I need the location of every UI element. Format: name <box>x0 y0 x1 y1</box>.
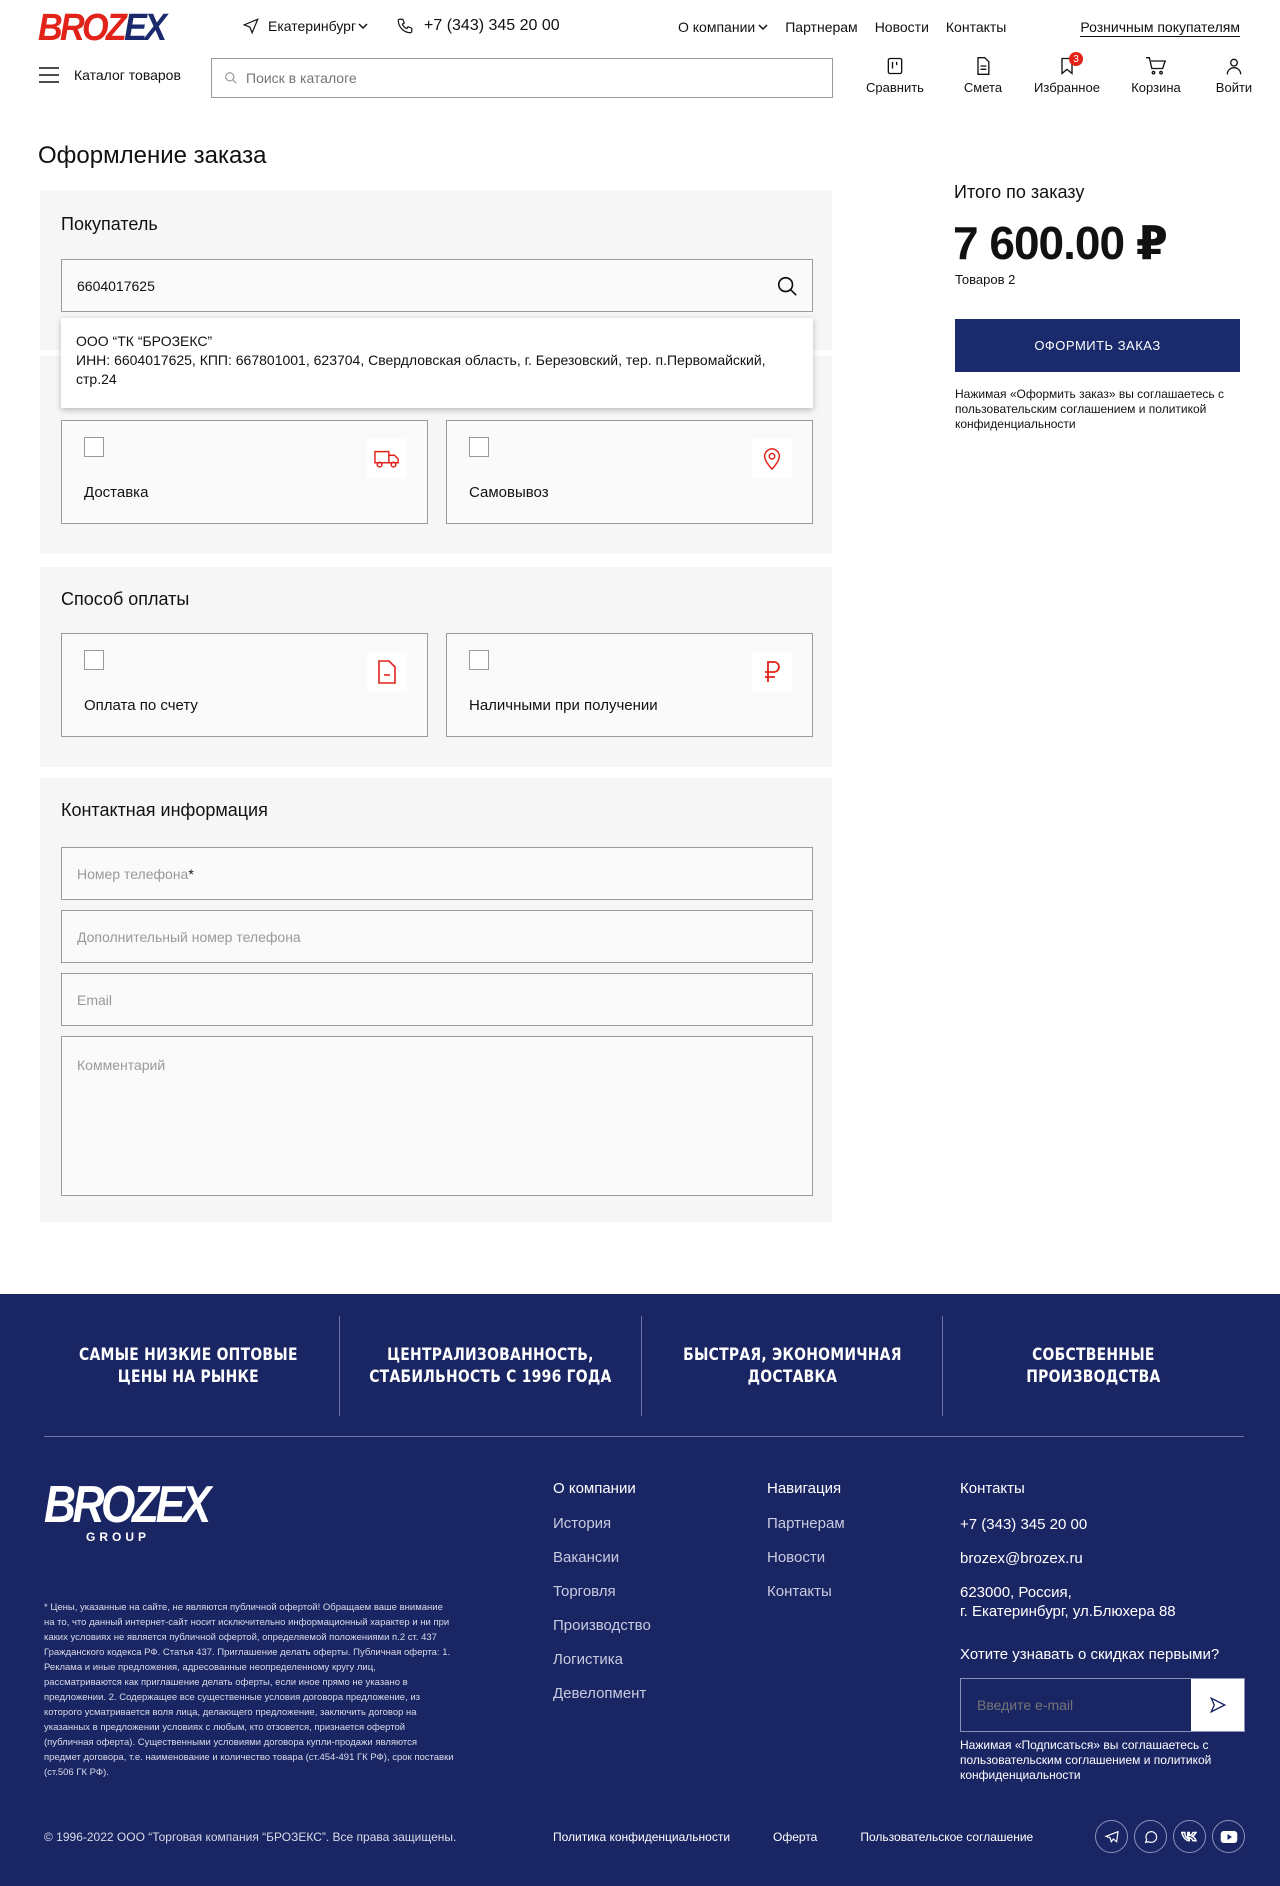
user-agreement-link[interactable]: Пользовательское соглашение <box>860 1830 1034 1844</box>
footer-logo[interactable] <box>44 1476 237 1544</box>
estimate-label: Смета <box>963 80 1003 95</box>
footer-link-news[interactable]: Новости <box>767 1549 826 1566</box>
compare-label: Сравнить <box>866 80 924 95</box>
feature-line: ПРОИЗВОДСТВА <box>1026 1367 1161 1387</box>
feature-line: СОБСТВЕННЫЕ <box>1032 1345 1155 1365</box>
contacts-panel <box>40 778 832 1222</box>
additional-phone-field[interactable] <box>61 910 813 963</box>
comment-placeholder: Комментарий <box>77 1057 166 1073</box>
inn-value: 6604017625 <box>77 277 155 294</box>
place-order-button[interactable]: ОФОРМИТЬ ЗАКАЗ <box>955 319 1240 372</box>
footer <box>0 1294 1280 1886</box>
email-field[interactable] <box>61 973 813 1026</box>
contacts-heading: Контактная информация <box>61 800 268 820</box>
invoice-checkbox[interactable] <box>84 650 104 670</box>
chevron-down-icon <box>758 22 768 32</box>
feature-divider <box>641 1316 642 1416</box>
delivery-option-label: Доставка <box>84 484 149 501</box>
nav-about[interactable] <box>678 19 768 35</box>
feature-divider <box>942 1316 943 1416</box>
feature-line: САМЫЕ НИЗКИЕ ОПТОВЫЕ <box>78 1345 298 1365</box>
nav-contacts[interactable]: Контакты <box>945 19 1007 35</box>
footer-link-vacancies[interactable]: Вакансии <box>553 1549 620 1566</box>
footer-logo-text: BROZEX <box>44 1476 208 1534</box>
city-label: Екатеринбург <box>268 18 357 34</box>
city-selector[interactable] <box>242 17 368 35</box>
feature-line: ЦЕНТРАЛИЗОВАННОСТЬ, <box>386 1345 594 1365</box>
login-button[interactable] <box>1214 56 1254 95</box>
inn-search-field[interactable] <box>61 259 813 312</box>
feature-divider <box>339 1316 340 1416</box>
feature-line: СТАБИЛЬНОСТЬ С 1996 ГОДА <box>368 1367 612 1387</box>
cash-checkbox[interactable] <box>469 650 489 670</box>
subscribe-question: Хотите узнавать о скидках первыми? <box>960 1646 1220 1663</box>
favorites-count-badge: 3 <box>1069 52 1083 66</box>
feature-stability <box>367 1316 614 1416</box>
search-icon[interactable] <box>776 275 798 297</box>
payment-heading: Способ оплаты <box>61 589 190 609</box>
invoice-option-label: Оплата по счету <box>84 697 198 714</box>
footer-address <box>960 1583 1176 1621</box>
suggestion-company-name: ООО “ТК “БРОЗЕКС” <box>76 333 213 349</box>
favorites-button[interactable] <box>1032 53 1102 95</box>
summary-title: Итого по заказу <box>954 182 1085 202</box>
header-actions <box>858 53 1254 95</box>
footer-company-column <box>553 1480 651 1719</box>
company-suggestion[interactable] <box>61 318 813 408</box>
phone-number: +7 (343) 345 20 00 <box>424 17 560 34</box>
offer-link[interactable]: Оферта <box>773 1830 818 1844</box>
location-pin-icon <box>752 439 792 479</box>
header-phone[interactable] <box>396 17 560 35</box>
footer-link-trade[interactable]: Торговля <box>553 1583 616 1600</box>
catalog-button[interactable] <box>38 66 181 84</box>
footer-logo-sub: GROUP <box>86 1530 151 1544</box>
social-links <box>1095 1820 1245 1853</box>
delivery-checkbox[interactable] <box>84 437 104 457</box>
catalog-search <box>211 58 833 98</box>
copyright: © 1996-2022 ООО “Торговая компания “БРОЗЕКС”. Все права защищены. <box>44 1830 457 1844</box>
footer-link-partners[interactable]: Партнерам <box>767 1515 845 1532</box>
address-line: 623000, Россия, <box>960 1584 1072 1601</box>
footer-email[interactable]: brozex@brozex.ru <box>960 1550 1083 1567</box>
compare-icon <box>885 56 905 76</box>
nav-about-label: О компании <box>678 19 756 35</box>
youtube-icon[interactable] <box>1212 1820 1245 1853</box>
delivery-option-courier[interactable] <box>61 420 428 524</box>
required-mark: * <box>188 865 194 882</box>
top-bar <box>0 0 1280 56</box>
email-placeholder: Email <box>77 991 113 1008</box>
cash-option-label: Наличными при получении <box>469 697 658 714</box>
main-bar <box>0 53 1280 108</box>
pickup-checkbox[interactable] <box>469 437 489 457</box>
footer-link-development[interactable]: Девелопмент <box>553 1685 647 1702</box>
brozex-logo[interactable] <box>38 7 165 49</box>
footer-phone[interactable]: +7 (343) 345 20 00 <box>960 1516 1088 1533</box>
cart-button[interactable] <box>1130 56 1182 95</box>
logo-part-blue: EX <box>124 7 165 49</box>
comment-textarea[interactable] <box>61 1036 813 1196</box>
additional-phone-placeholder: Дополнительный номер телефона <box>77 928 301 945</box>
footer-link-logistics[interactable]: Логистика <box>553 1651 624 1668</box>
payment-option-cash[interactable] <box>446 633 813 737</box>
top-navigation <box>678 19 1006 35</box>
subscribe-agreement-note: Нажимая «Подписаться» вы соглашаетесь с пользовательским соглашением и политикой конфиденциальности <box>960 1738 1212 1782</box>
features-strip <box>38 1316 1244 1416</box>
suggestion-company-details: ИНН: 6604017625, КПП: 667801001, 623704, Свердловская область, г. Березовский, тер. п.Первомайский, стр.24 <box>76 352 766 387</box>
footer-link-history[interactable]: История <box>553 1515 612 1532</box>
phone-icon <box>396 17 414 35</box>
phone-placeholder: Номер телефона <box>77 865 189 882</box>
feature-prices <box>65 1316 312 1416</box>
delivery-option-pickup[interactable] <box>446 420 813 524</box>
invoice-document-icon <box>367 652 407 692</box>
vk-icon[interactable] <box>1173 1820 1206 1853</box>
privacy-policy-link[interactable]: Политика конфиденциальности <box>553 1830 731 1844</box>
cart-icon <box>1145 56 1167 76</box>
footer-link-production[interactable]: Производство <box>553 1617 651 1634</box>
pickup-option-label: Самовывоз <box>469 484 549 501</box>
catalog-label: Каталог товаров <box>74 67 181 83</box>
feature-line: ЦЕНЫ НА РЫНКЕ <box>117 1367 259 1387</box>
search-icon <box>224 71 238 85</box>
subscribe-form <box>960 1678 1245 1732</box>
buyer-heading: Покупатель <box>61 214 158 234</box>
retail-customers-link[interactable]: Розничным покупателям <box>1080 19 1240 35</box>
cart-label: Корзина <box>1131 80 1181 95</box>
hamburger-menu-icon <box>38 66 60 84</box>
price-disclaimer: * Цены, указанные на сайте, не являются публичной офертой! Обращаем ваше внимание на то, что данный интернет-сайт носит исключительно информационный характер и ни при каких условиях не является публичной офертой, определяемой положениями п.2 ст. 437 Гражданского кодекса РФ. Статья 437. Приглашение делать оферты. Публичная оферта: 1. Реклама и иные предложения, адресованные неопределенному кругу лиц, рассматриваются как приглашение делать оферты, если иное прямо не указано в предложении. 2. Содержащее все существенные условия договора предложение, из которого усматривается воля лица, делающего предложение, заключить договор на указанных в предложении условиях с любым, кто отзовется, признается офертой (публичная оферта). Существенными условиями договора купли-продажи являются предмет договора, т.е. наименование и количество товара (ст.454-491 ГК РФ), срок поставки (ст.506 ГК РФ). <box>44 1602 454 1778</box>
logo-part-red: BROZ <box>38 7 125 49</box>
nav-news[interactable]: Новости <box>874 19 929 35</box>
phone-field[interactable] <box>61 847 813 900</box>
truck-icon <box>367 439 407 479</box>
login-label: Войти <box>1215 80 1253 95</box>
payment-panel <box>40 567 832 767</box>
chevron-down-icon <box>358 21 368 31</box>
ruble-icon <box>752 652 792 692</box>
footer-divider <box>44 1436 1244 1437</box>
whatsapp-icon[interactable] <box>1134 1820 1167 1853</box>
footer-navigation-heading: Навигация <box>767 1480 842 1497</box>
summary-total: 7 600.00 ₽ <box>953 217 1167 269</box>
summary-items-count: Товаров 2 <box>955 272 1016 287</box>
search-input[interactable] <box>246 70 806 86</box>
user-icon <box>1224 56 1244 76</box>
feature-production <box>970 1316 1217 1416</box>
subscribe-email-input[interactable] <box>961 1679 1191 1731</box>
feature-line: БЫСТРАЯ, ЭКОНОМИЧНАЯ <box>682 1345 902 1365</box>
feature-delivery <box>669 1316 916 1416</box>
telegram-icon[interactable] <box>1095 1820 1128 1853</box>
footer-legal-links <box>553 1830 1033 1844</box>
document-icon <box>973 56 993 76</box>
payment-option-invoice[interactable] <box>61 633 428 737</box>
address-line: г. Екатеринбург, ул.Блюхера 88 <box>960 1603 1176 1620</box>
location-arrow-icon <box>242 17 260 35</box>
footer-link-contacts[interactable]: Контакты <box>767 1583 832 1600</box>
footer-contacts-heading: Контакты <box>960 1480 1025 1497</box>
footer-contacts-column <box>960 1480 1176 1621</box>
subscribe-send-button[interactable] <box>1191 1679 1244 1731</box>
feature-line: ДОСТАВКА <box>747 1367 837 1387</box>
estimate-button[interactable] <box>960 56 1006 95</box>
page-title: Оформление заказа <box>38 142 267 169</box>
favorites-label: Избранное <box>1034 80 1100 95</box>
footer-company-heading[interactable]: О компании <box>553 1480 636 1497</box>
nav-partners[interactable]: Партнерам <box>785 19 858 35</box>
order-agreement-note: Нажимая «Оформить заказ» вы соглашаетесь с пользовательским соглашением и политикой конфиденциальности <box>955 387 1224 431</box>
footer-navigation-column <box>767 1480 845 1617</box>
compare-button[interactable] <box>858 56 932 95</box>
send-arrow-icon <box>1209 1696 1227 1714</box>
